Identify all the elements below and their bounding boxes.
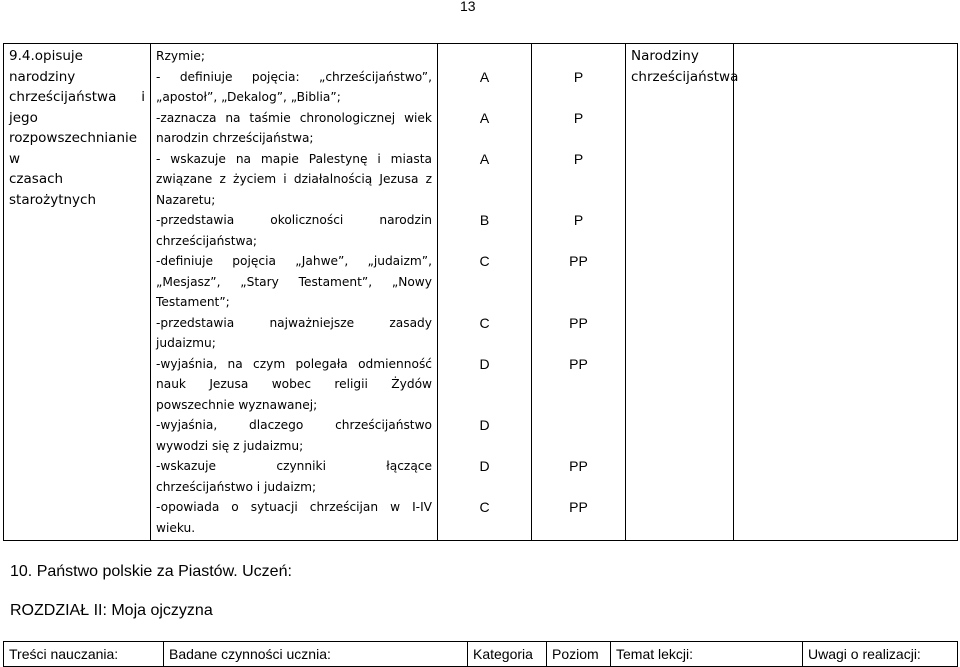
category-value: C xyxy=(479,253,490,269)
category-value: A xyxy=(479,150,490,167)
content-requirement-cell xyxy=(4,44,151,541)
notes-cell xyxy=(734,44,958,541)
topic-line: jego xyxy=(9,109,38,126)
topic-line: rozpowszechnianie w xyxy=(9,130,138,167)
student-activities-cell xyxy=(151,44,438,541)
category-value: A xyxy=(479,109,490,126)
activity-line: -przedstawia najważniejsze zasady xyxy=(156,315,432,330)
level-value: PP xyxy=(569,314,588,331)
activity-line: wieku. xyxy=(156,520,196,535)
activity-line: narodzin chrześcijaństwa; xyxy=(156,131,314,145)
activity-line: „apostoł”, „Dekalog”, „Biblia”; xyxy=(156,90,341,104)
level-value: P xyxy=(573,212,584,228)
chapter-title: ROZDZIAŁ II: Moja ojczyzna xyxy=(10,602,213,619)
level-value xyxy=(537,415,620,436)
activity-line: „Mesjasz”, „Stary Testament”, „Nowy xyxy=(156,274,432,289)
activity-line: - definiuje pojęcia: „chrześcijaństwo”, xyxy=(156,69,432,84)
activity-line: Nazaretu; xyxy=(156,192,216,207)
activity-line: -wyjaśnia, dlaczego chrześcijaństwo xyxy=(156,418,432,432)
category-value: C xyxy=(479,499,490,515)
activity-line: -zaznacza na taśmie chronologicznej wiek xyxy=(156,110,432,125)
category-value: D xyxy=(479,417,490,433)
level-value: PP xyxy=(569,458,588,474)
lesson-topic: Narodziny chrześcijaństwa xyxy=(631,48,739,85)
lesson-topic-cell xyxy=(626,44,739,541)
activity-line: wywodzi się z judaizmu; xyxy=(156,438,304,453)
category-value: C xyxy=(479,314,490,331)
level-value: P xyxy=(573,68,584,85)
category-cell xyxy=(438,44,532,541)
activity-line: chrześcijaństwo i judaizm; xyxy=(156,479,317,494)
level-value: PP xyxy=(569,499,588,515)
column-header: Temat lekcji: xyxy=(611,642,803,667)
topic-line: chrześcijaństwa i xyxy=(9,89,145,105)
level-value: PP xyxy=(569,253,588,269)
level-cell xyxy=(532,44,626,541)
column-header: Poziom xyxy=(547,642,611,667)
category-value: D xyxy=(479,458,490,474)
activity-line: chrześcijaństwa; xyxy=(156,233,258,248)
column-header: Treści nauczania: xyxy=(4,642,164,667)
section-title: 10. Państwo polskie za Piastów. Uczeń: xyxy=(10,563,292,580)
activity-line: judaizmu; xyxy=(156,336,216,350)
level-value: P xyxy=(573,150,584,167)
activity-line: -definiuje pojęcia „Jahwe”, „judaizm”, xyxy=(156,254,432,268)
category-value: A xyxy=(479,68,490,85)
header-table xyxy=(3,641,958,667)
level-value: PP xyxy=(569,355,588,372)
column-header: Badane czynności ucznia: xyxy=(164,642,468,667)
activity-line: nauk Jezusa wobec religii Żydów xyxy=(156,377,432,391)
category-value: D xyxy=(479,355,490,372)
activity-line: związane z życiem i działalnością Jezusa z xyxy=(156,172,432,186)
column-header: Kategoria xyxy=(468,642,547,667)
activity-line: - wskazuje na mapie Palestynę i miasta xyxy=(156,151,432,166)
table-row xyxy=(4,44,958,541)
table-row xyxy=(4,642,958,667)
activity-line: Testament”; xyxy=(156,295,230,309)
activity-line: -opowiada o sytuacji chrześcijan w I-IV xyxy=(156,500,432,514)
activity-line: Rzymie; xyxy=(156,49,205,63)
activity-line: -wyjaśnia, na czym polegała odmienność xyxy=(156,356,432,371)
column-header: Uwagi o realizacji: xyxy=(803,642,958,667)
page-number: 13 xyxy=(460,0,476,14)
level-value: P xyxy=(573,109,584,126)
topic-line: 9.4.opisuje narodziny xyxy=(9,48,83,85)
activity-line: -przedstawia okoliczności narodzin xyxy=(156,213,432,227)
topic-line: czasach starożytnych xyxy=(9,171,97,208)
activity-line: -wskazuje czynniki łączące xyxy=(156,459,432,473)
curriculum-table xyxy=(3,43,958,541)
category-value: B xyxy=(479,212,490,228)
activity-line: powszechnie wyznawanej; xyxy=(156,397,318,412)
